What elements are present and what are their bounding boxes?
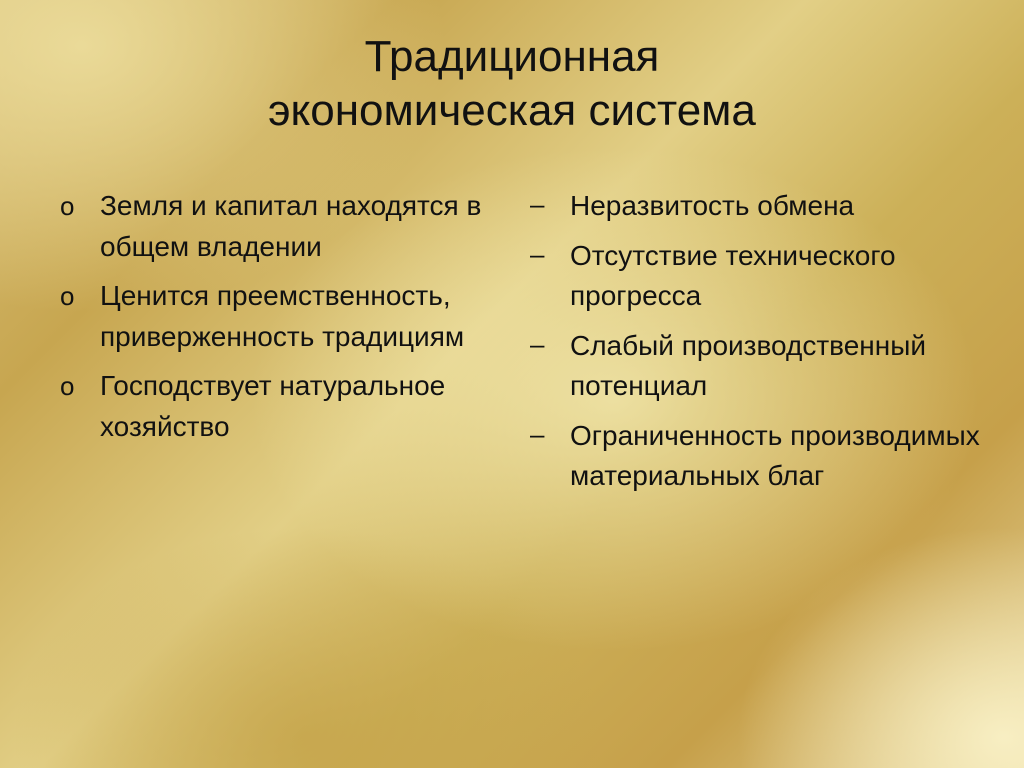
list-item-text: Ценится преемственность, приверженность традициям xyxy=(100,280,465,352)
list-item-text: Господствует натуральное хозяйство xyxy=(100,370,446,442)
dash-bullet-icon: – xyxy=(530,328,545,359)
list-item xyxy=(530,186,990,227)
list-item-text: Неразвитость обмена xyxy=(570,190,855,221)
list-item-text: Слабый производственный потенциал xyxy=(570,329,927,401)
list-item xyxy=(530,236,990,317)
list-item-text: Ограниченность производимых материальных благ xyxy=(570,419,980,491)
slide-title-line2: экономическая система xyxy=(268,86,756,135)
right-bullet-list xyxy=(530,186,990,506)
list-item xyxy=(60,186,500,267)
dash-bullet-icon: – xyxy=(530,238,545,269)
slide-title-line1: Традиционная xyxy=(364,32,660,81)
list-item xyxy=(60,366,500,447)
list-item xyxy=(60,276,500,357)
left-bullet-list xyxy=(60,186,500,456)
circle-bullet-icon: o xyxy=(60,281,75,311)
dash-bullet-icon: – xyxy=(530,418,545,449)
dash-bullet-icon: – xyxy=(530,189,545,219)
list-item-text: Отсутствие технического прогресса xyxy=(570,239,896,311)
slide-title xyxy=(112,30,912,138)
circle-bullet-icon: o xyxy=(60,371,75,401)
circle-bullet-icon: o xyxy=(60,191,75,221)
list-item xyxy=(530,326,990,407)
list-item xyxy=(530,416,990,497)
list-item-text: Земля и капитал находятся в общем владении xyxy=(100,190,482,262)
